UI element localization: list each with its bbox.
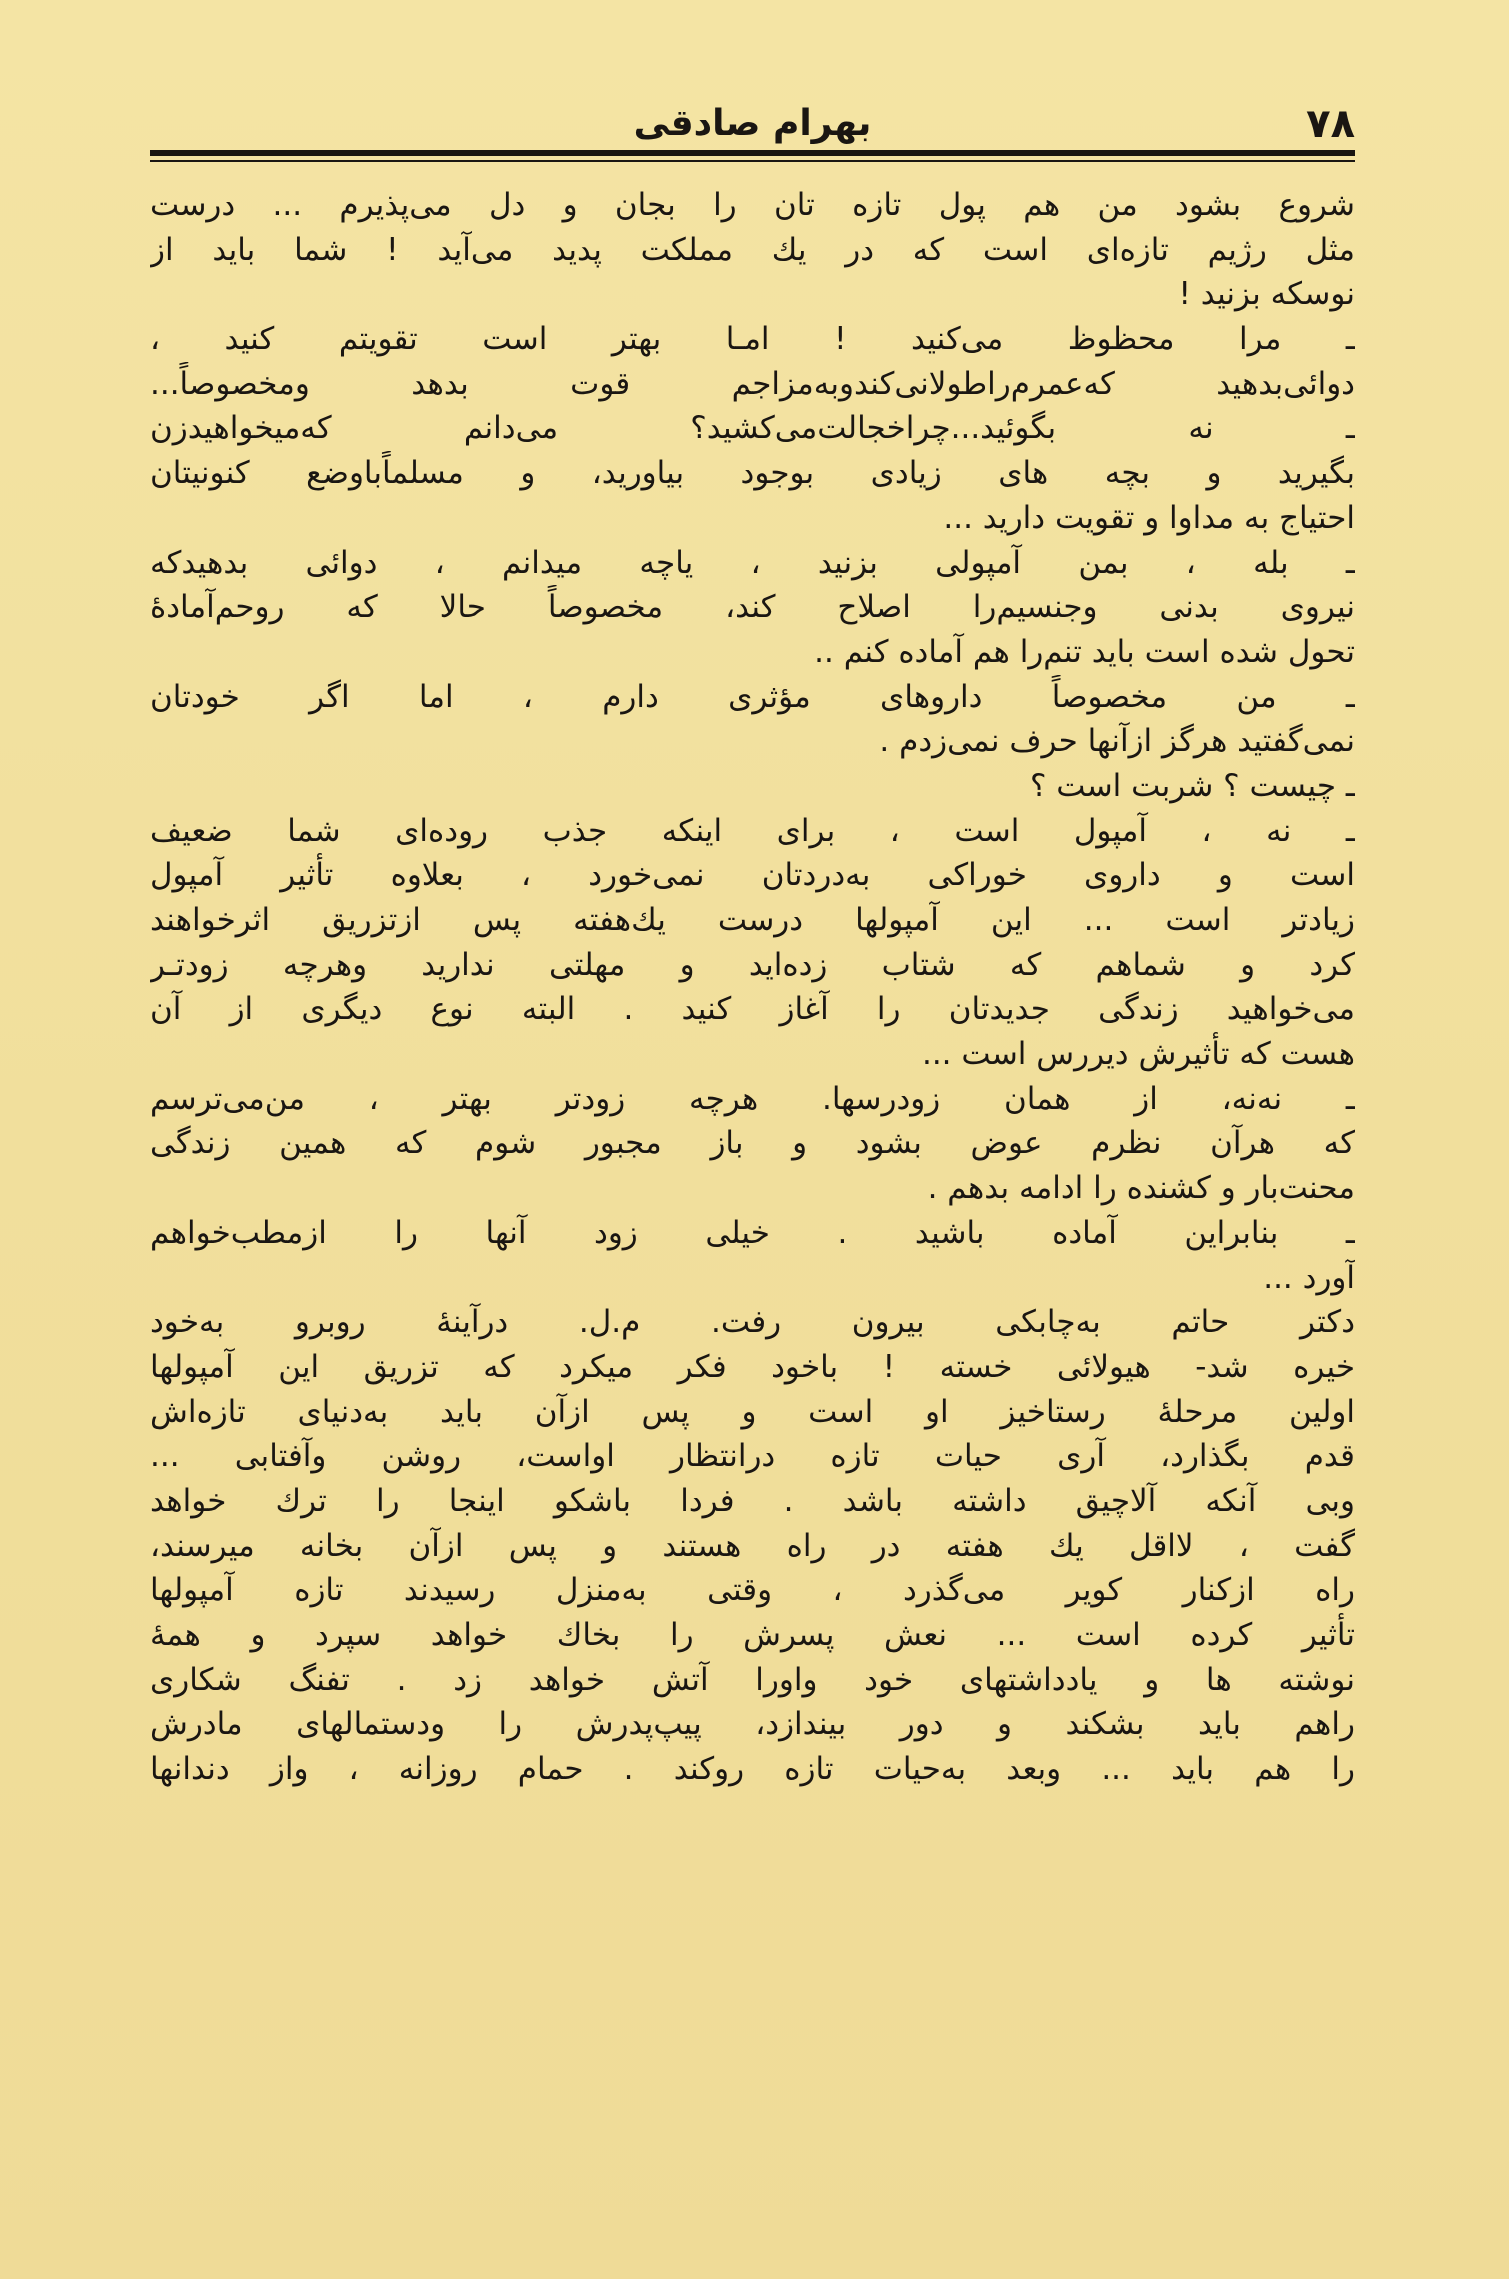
text-line: کرد و شماهم که شتاب زده‌اید و مهلتی ندارید وهرچه زودتـر bbox=[150, 946, 1355, 983]
text-line: می‌خواهید زندگی جدیدتان را آغاز کنید . البته نوع دیگری از آن bbox=[150, 991, 1355, 1028]
text-line: دکتر حاتم به‌چابکی بیرون رفت. م.ل. درآینهٔ روبرو به‌خود bbox=[150, 1304, 1355, 1341]
text-line: اولین مرحلهٔ رستاخیز او است و پس ازآن باید به‌دنیای تازه‌اش bbox=[150, 1393, 1355, 1430]
text-line: ـ بله ، بمن آمپولی بزنید ، یاچه میدانم ، دوائی بدهیدکه bbox=[150, 544, 1355, 581]
text-line: ـ نه ، آمپول است ، برای اینکه جذب روده‌ای شما ضعیف bbox=[150, 812, 1355, 849]
text-line: ـ نه‌نه، از همان زودرسها. هرچه زودتر بهتر ، من‌می‌ترسم bbox=[150, 1080, 1355, 1117]
text-line: آورد ... bbox=[1263, 1259, 1355, 1296]
page-number: ۷۸ bbox=[1306, 101, 1355, 147]
page-header bbox=[150, 100, 1355, 148]
text-line: هست که تأثیرش دیررس است ... bbox=[921, 1036, 1355, 1073]
text-line: راه ازکنار کویر می‌گذرد ، وقتی به‌منزل رسیدند تازه آمپولها bbox=[150, 1572, 1355, 1609]
text-line: گفت ، لااقل یك هفته در راه هستند و پس ازآن بخانه میرسند، bbox=[150, 1527, 1355, 1564]
text-line: راهم باید بشکند و دور بیندازد، پیپ‌پدرش را ودستمالهای مادرش bbox=[150, 1706, 1355, 1743]
text-line: بگیرید و بچه های زیادی بوجود بیاورید، و مسلماًباوضع کنونیتان bbox=[150, 455, 1355, 492]
text-line: محنت‌بار و کشنده را ادامه بدهم . bbox=[927, 1170, 1355, 1207]
text-line: قدم بگذارد، آری حیات تازه درانتظار اواست، روشن وآفتابی ... bbox=[150, 1438, 1355, 1475]
text-line: ـ من مخصوصاً داروهای مؤثری دارم ، اما اگر خودتان bbox=[150, 678, 1355, 715]
text-line: تحول شده است باید تنم‌را هم آماده کنم .. bbox=[814, 633, 1355, 670]
header-rule-thin bbox=[150, 160, 1355, 162]
text-line: که هرآن نظرم عوض بشود و باز مجبور شوم که همین زندگی bbox=[150, 1125, 1355, 1162]
text-line: احتیاج به مداوا و تقویت دارید ... bbox=[943, 499, 1355, 536]
text-line: را هم باید ... وبعد به‌حیات تازه روکند . حمام روزانه ، واز دندانها bbox=[150, 1751, 1355, 1788]
text-line: خیره شد- هیولائی خسته ! باخود فکر میکرد که تزریق این آمپولها bbox=[150, 1348, 1355, 1385]
text-line: نوشته ها و یادداشتهای خود واورا آتش خواهد زد . تفنگ شکاری bbox=[150, 1661, 1355, 1698]
body-text bbox=[150, 183, 1355, 1792]
header-rule-thick bbox=[150, 150, 1355, 156]
text-line: نمی‌گفتید هرگز ازآنها حرف نمی‌زدم . bbox=[879, 723, 1355, 760]
text-line: نیروی بدنی وجنسیم‌را اصلاح کند، مخصوصاً حالا که روحم‌آمادهٔ bbox=[150, 589, 1355, 626]
text-line: تأثیر کرده است ... نعش پسرش را بخاك خواهد سپرد و همهٔ bbox=[150, 1617, 1355, 1653]
text-line: ـ نه بگوئید...چراخجالت‌می‌کشید؟ می‌دانم که‌میخواهیدزن bbox=[150, 410, 1355, 447]
text-line: دوائی‌بدهید که‌عمرم‌راطولانی‌کندوبه‌مزاجم قوت بدهد ومخصوصاً... bbox=[150, 365, 1355, 402]
text-line: ـ مرا محظوظ می‌کنید ! امـا بهتر است تقویتم کنید ، bbox=[150, 321, 1355, 358]
text-line: مثل رژیم تازه‌ای است که در یك مملکت پدید می‌آید ! شما باید از bbox=[150, 231, 1355, 268]
text-line: شروع بشود من هم پول تازه تان را بجان و دل می‌پذیرم ... درست bbox=[150, 187, 1355, 223]
text-line: است و داروی خوراکی به‌دردتان نمی‌خورد ، بعلاوه تأثیر آمپول bbox=[150, 857, 1355, 894]
text-line: نوسکه بزنید ! bbox=[1178, 276, 1355, 313]
text-line: ـ چیست ؟ شربت است ؟ bbox=[1029, 767, 1355, 804]
text-line: وبی آنکه آلاچیق داشته باشد . فردا باشکو اینجا را ترك خواهد bbox=[150, 1482, 1355, 1519]
text-line: ـ بنابراین آماده باشید . خیلی زود آنها را ازمطب‌خواهم bbox=[150, 1214, 1355, 1251]
running-head-author: بهرام صادقی bbox=[633, 103, 872, 144]
text-line: زیادتر است ... این آمپولها درست یك‌هفته پس ازتزریق اثرخواهند bbox=[150, 902, 1355, 938]
